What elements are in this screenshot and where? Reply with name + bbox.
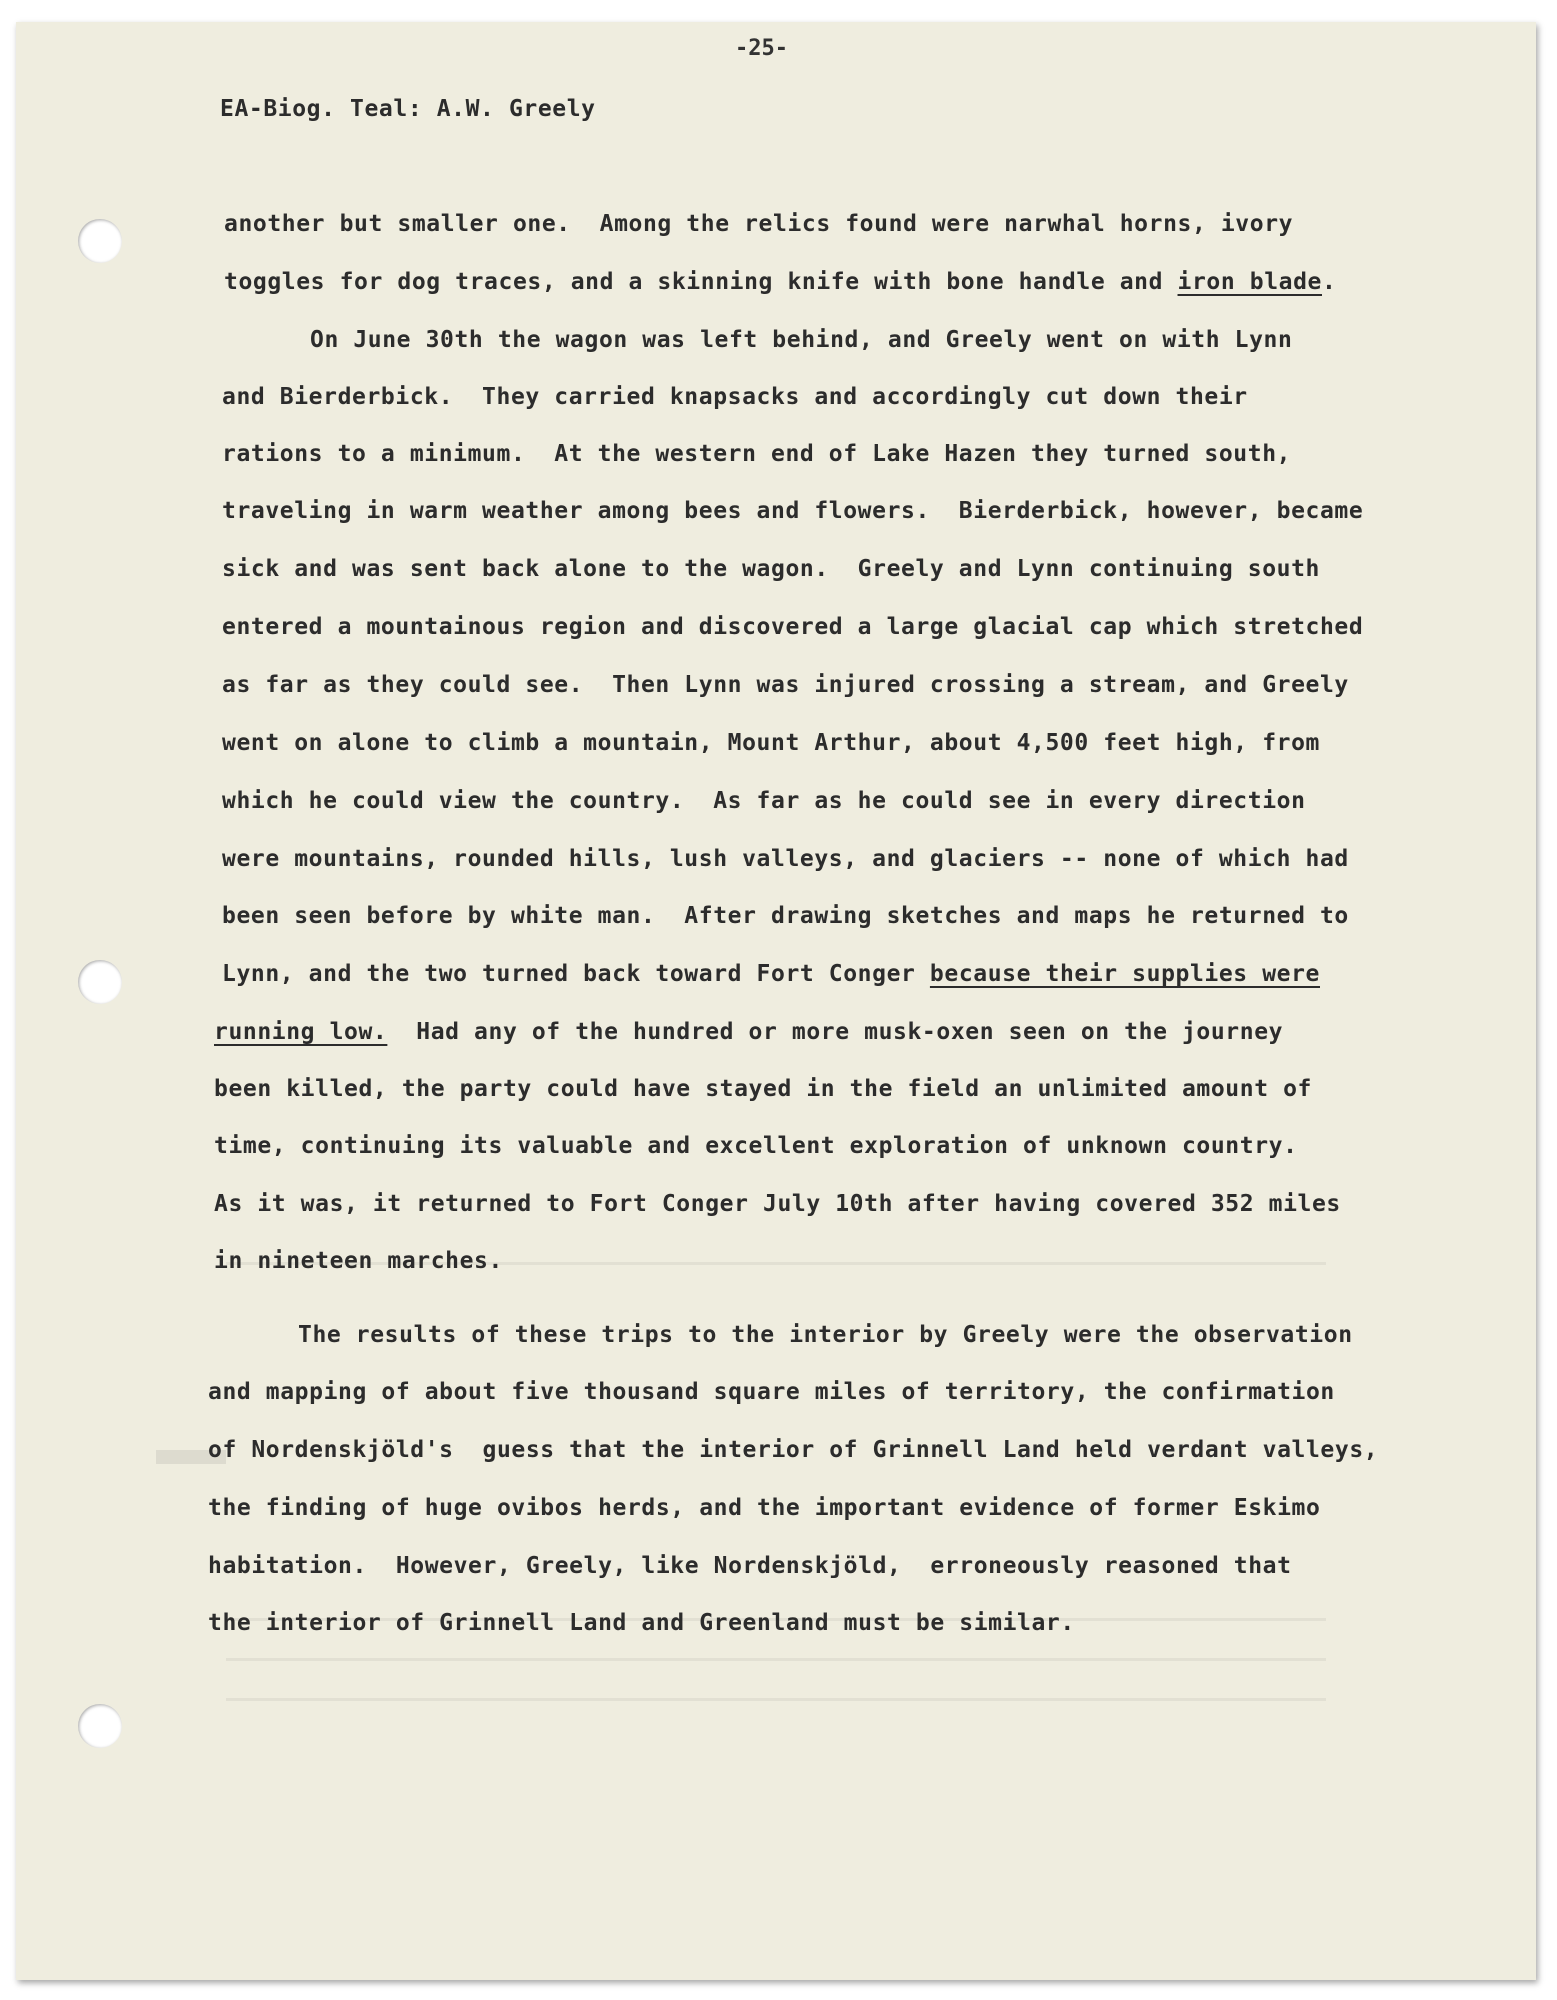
text-line: As it was, it returned to Fort Conger July 10th after having covered 352 miles — [214, 1191, 1341, 1217]
text-line: The results of these trips to the interior by Greely were the observation — [298, 1322, 1353, 1348]
text-line: of Nordenskjöld's guess that the interior of Grinnell Land held verdant valleys, — [208, 1437, 1379, 1463]
punch-hole-bottom — [78, 1704, 122, 1748]
underlined-text: iron blade — [1177, 269, 1322, 295]
punch-hole-middle — [78, 960, 122, 1004]
underlined-text: because their supplies were — [929, 961, 1320, 987]
text-segment: toggles for dog traces, and a skinning knife with bone handle and — [224, 269, 1178, 295]
text-line: and mapping of about five thousand square miles of territory, the confirmation — [208, 1379, 1335, 1405]
text-line — [222, 961, 1320, 987]
text-line: as far as they could see. Then Lynn was injured crossing a stream, and Greely — [222, 672, 1349, 698]
text-line: habitation. However, Greely, like Nordenskjöld, erroneously reasoned that — [208, 1553, 1292, 1579]
text-line — [224, 269, 1336, 295]
text-line — [214, 1019, 1283, 1045]
text-segment: . — [1322, 269, 1337, 295]
text-segment: Had any of the hundred or more musk-oxen seen on the journey — [387, 1019, 1284, 1045]
text-line: in nineteen marches. — [214, 1248, 503, 1274]
text-line: been seen before by white man. After drawing sketches and maps he returned to — [222, 903, 1349, 929]
show-through-line — [226, 1698, 1326, 1701]
text-line: rations to a minimum. At the western end of Lake Hazen they turned south, — [222, 441, 1292, 467]
text-line: another but smaller one. Among the relics found were narwhal horns, ivory — [224, 211, 1294, 237]
show-through-line — [226, 1658, 1326, 1661]
text-line: traveling in warm weather among bees and flowers. Bierderbick, however, became — [222, 498, 1364, 524]
text-line: went on alone to climb a mountain, Mount Arthur, about 4,500 feet high, from — [222, 730, 1320, 756]
text-line: been killed, the party could have stayed in the field an unlimited amount of — [214, 1076, 1312, 1102]
text-line: the finding of huge ovibos herds, and the important evidence of former Eskimo — [208, 1495, 1321, 1521]
page-number: -25- — [735, 36, 788, 61]
text-segment: Lynn, and the two turned back toward Fort Conger — [222, 961, 930, 987]
typewritten-page — [16, 22, 1536, 1980]
text-line: the interior of Grinnell Land and Greenland must be similar. — [208, 1610, 1075, 1636]
text-line: On June 30th the wagon was left behind, and Greely went on with Lynn — [310, 327, 1293, 353]
text-line: and Bierderbick. They carried knapsacks and accordingly cut down their — [222, 384, 1248, 410]
text-line: time, continuing its valuable and excellent exploration of unknown country. — [214, 1133, 1298, 1159]
text-line: which he could view the country. As far as he could see in every direction — [222, 788, 1306, 814]
punch-hole-top — [78, 219, 122, 263]
document-header: EA-Biog. Teal: A.W. Greely — [220, 96, 596, 122]
text-line: were mountains, rounded hills, lush valleys, and glaciers -- none of which had — [222, 846, 1349, 872]
text-line: entered a mountainous region and discovered a large glacial cap which stretched — [222, 614, 1364, 640]
text-line: sick and was sent back alone to the wagon. Greely and Lynn continuing south — [222, 556, 1320, 582]
underlined-text: running low. — [214, 1019, 388, 1045]
